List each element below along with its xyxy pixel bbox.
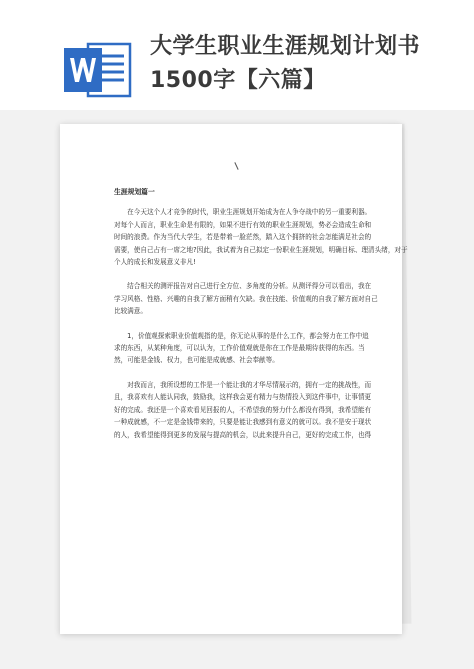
text-line: 1，价值观探索职业价值观指的是，你无论从事的是什么工作，都会努力在工作中追	[114, 331, 369, 340]
text-line: 比较满意。	[114, 307, 147, 316]
word-document-icon	[62, 38, 132, 102]
page-title: 大学生职业生涯规划计划书1500字【六篇】	[150, 34, 421, 93]
text-line: 一种成就感，不一定是金钱带来的，只要是能让我感到有意义的就可以。我不是安于现状	[114, 418, 372, 427]
text-line: 对我而言，我所设想的工作是一个能让我的才华尽情展示的，拥有一定的挑战性，而	[114, 380, 372, 389]
document-content	[114, 186, 408, 453]
paragraph	[114, 206, 408, 268]
paragraph-list	[114, 206, 408, 441]
paragraph	[114, 379, 372, 441]
paragraph	[114, 280, 378, 317]
text-line: 的人，我希望能得到更多的发展与提高的机会，以此来提升自己，更好的完成工作，也得	[114, 430, 372, 439]
text-line: 时间的浪费。作为当代大学生，若是带着一脸茫然，踏入这个拥挤的社会怎能满足社会的	[114, 233, 372, 242]
section-title: 生涯规划篇一	[114, 188, 155, 196]
text-line: 个人的成长和发展意义非凡!	[114, 258, 196, 267]
text-line: 求的东西，从某种角度，可以认为，工作价值观就是你在工作是最期待获得的东西。当	[114, 344, 365, 353]
text-line: 在今天这个人才竞争的时代，职业生涯规划开始成为在人争夺战中的另一重要利器。	[114, 208, 372, 217]
text-line: 学习风格、性格、兴趣的自我了解方面稍有欠缺。我在技能、价值观的自我了解方面对自己	[114, 294, 378, 303]
text-line: 且，我喜欢有人能认同我，鼓励我，这样我会更有精力与热情投入到这件事中，让事情更	[114, 393, 372, 402]
text-line: 然，可能是金钱、权力，也可能是成就感、社会奉献等。	[114, 356, 279, 365]
text-line: 好的完成。我还是一个喜欢看见回报的人，不希望我的努力什么都没有得到，我希望能有	[114, 405, 372, 414]
text-line: 需要，使自己占有一席之地?因此，我试着为自己拟定一份职业生涯规划，明确目标、理清头绪，对于	[114, 245, 408, 254]
text-line: 对每个人而言，职业生命是有限的，如果不进行有效的职业生涯规划，势必会造成生命和	[114, 220, 372, 229]
header	[0, 0, 474, 110]
paragraph	[114, 330, 372, 367]
text-line: 结合相关的测评报告对自己进行全方位、多角度的分析。从测评得分可以看出，我在	[114, 282, 372, 291]
